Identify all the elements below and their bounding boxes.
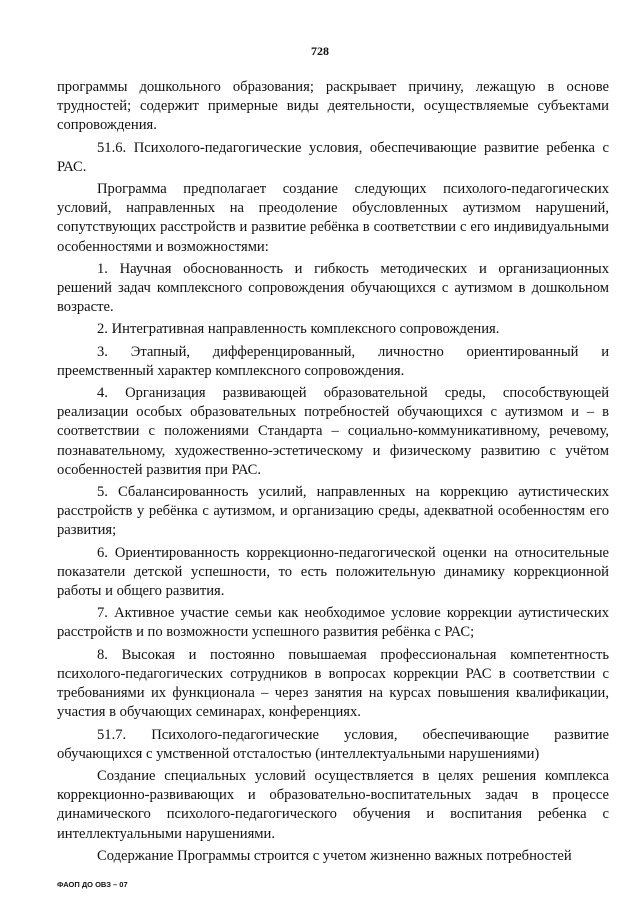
page-content (57, 78, 609, 869)
list-item-5: 5. Сбалансированность усилий, направленных на коррекцию аутистических расстройств у ребёнка с аутизмом, и организацию среды, адекватной особенностям его развития; (57, 484, 609, 539)
list-item-6: 6. Ориентированность коррекционно-педагогической оценки на относительные показатели детской успешности, то есть положительную динамику коррекционной работы и общего развития. (57, 544, 609, 600)
list-item-4: 4. Организация развивающей образовательной среды, способствующей реализации особых образовательных потребностей обучающихся с аутизмом и – в соответствии с положениями Стандарта – социально-коммуникативному, речевому, познавательному, художественно-эстетическому и физическому развитию с учётом особенностей развития при РАС. (57, 385, 609, 478)
paragraph-special-conditions: Создание специальных условий осуществляется в целях решения комплекса коррекционно-развивающих и образовательно-воспитательных задач в процессе динамического психолого-педагогического обучения и воспитания ребенка с интеллектуальными нарушениями. (57, 767, 609, 842)
section-heading-51-6: 51.6. Психолого-педагогические условия, обеспечивающие развитие ребенка с РАС. (57, 139, 609, 175)
list-item-3: 3. Этапный, дифференцированный, личностно ориентированный и преемственный характер комплексного сопровождения. (57, 343, 609, 379)
paragraph-intro: Программа предполагает создание следующих психолого-педагогических условий, направленных на преодоление обусловленных аутизмом нарушений, сопутствующих расстройств и развитие ребёнка в соответствии с его индивидуальными особенностями и возможностями: (57, 181, 609, 255)
paragraph-program-content: Содержание Программы строится с учетом жизненно важных потребностей (97, 847, 572, 864)
list-item-2: 2. Интегративная направленность комплексного сопровождения. (97, 321, 500, 338)
section-heading-51-7: 51.7. Психолого-педагогические условия, обеспечивающие развитие обучающихся с умственной отсталостью (интеллектуальными нарушениями) (57, 726, 609, 762)
list-item-1: 1. Научная обоснованность и гибкость методических и организационных решений задач комплексного сопровождения обучающихся с аутизмом в дошкольном возрасте. (57, 260, 609, 316)
list-item-7: 7. Активное участие семьи как необходимое условие коррекции аутистических расстройств и по возможности успешного развития ребёнка с РАС; (57, 605, 609, 641)
paragraph-continuation: программы дошкольного образования; раскрывает причину, лежащую в основе трудностей; содержит примерные виды деятельности, осуществляемые субъектами сопровождения. (57, 79, 609, 134)
list-item-8: 8. Высокая и постоянно повышаемая профессиональная компетентность психолого-педагогических сотрудников в вопросах коррекции РАС в соответствии с требованиями их функционала – через занятия на курсах повышения квалификации, участия в обучающих семинарах, конференциях. (57, 646, 609, 721)
footer-document-code: ФАОП ДО ОВЗ – 07 (57, 880, 128, 889)
page-number: 728 (311, 44, 329, 58)
